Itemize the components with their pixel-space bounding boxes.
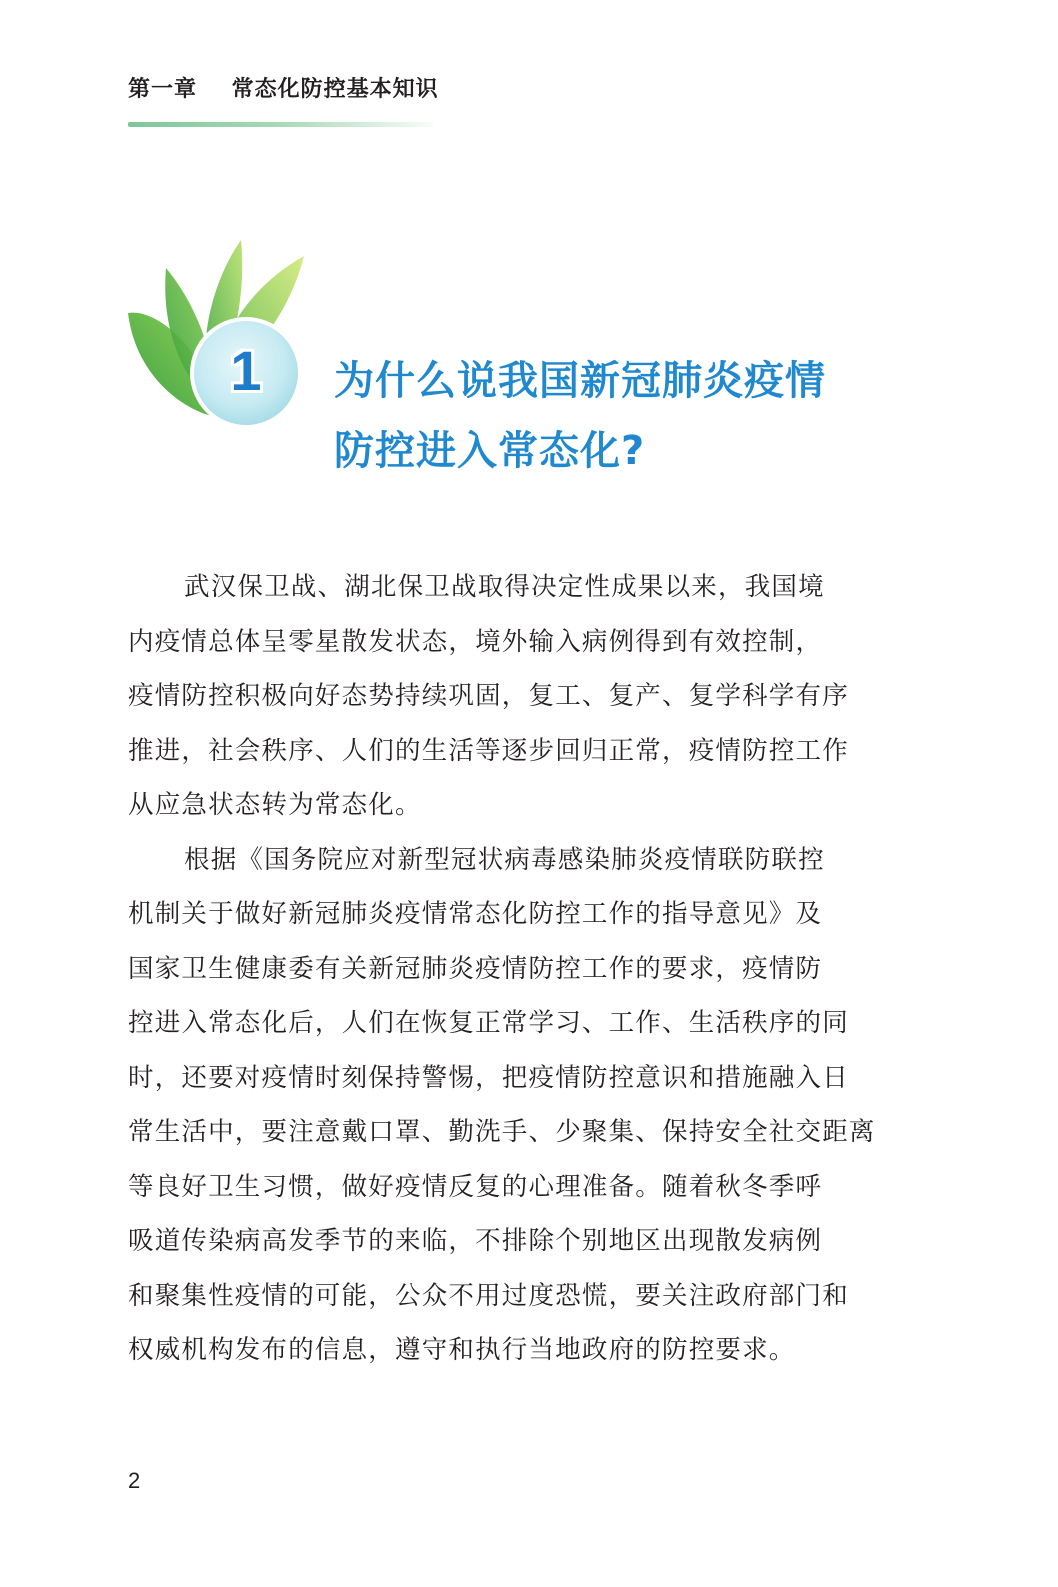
body-line: 疫情防控积极向好态势持续巩固，复工、复产、复学科学有序 xyxy=(128,681,849,711)
chapter-title: 常态化防控基本知识 xyxy=(231,77,439,102)
body-line: 武汉保卫战、湖北保卫战取得决定性成果以来，我国境 xyxy=(184,572,825,602)
section-title xyxy=(334,346,894,486)
paragraph xyxy=(128,833,874,1378)
body-line: 根据《国务院应对新型冠状病毒感染肺炎疫情联防联控 xyxy=(184,844,825,875)
body-line: 吸道传染病高发季节的来临，不排除个别地区出现散发病例 xyxy=(128,1226,823,1256)
section-title-line: 防控进入常态化? xyxy=(334,428,646,474)
body-line: 推进，社会秩序、人们的生活等逐步回归正常，疫情防控工作 xyxy=(128,735,849,766)
body-line: 内疫情总体呈零星散发状态，境外输入病例得到有效控制， xyxy=(128,626,823,657)
body-line: 和聚集性疫情的可能，公众不用过度恐慌，要关注政府部门和 xyxy=(128,1280,849,1311)
section-title-line: 为什么说我国新冠肺炎疫情 xyxy=(334,358,826,404)
section-number-badge xyxy=(126,238,306,428)
page-number: 2 xyxy=(128,1468,141,1493)
body-line: 等良好卫生习惯，做好疫情反复的心理准备。随着秋冬季呼 xyxy=(128,1171,823,1202)
chapter-divider xyxy=(128,122,433,127)
section-number: 1 xyxy=(230,339,262,402)
body-line: 权威机构发布的信息，遵守和执行当地政府的防控要求。 xyxy=(128,1335,796,1365)
leaf-circle-icon xyxy=(126,238,306,428)
body-line: 控进入常态化后，人们在恢复正常学习、工作、生活秩序的同 xyxy=(128,1008,849,1038)
body-line: 国家卫生健康委有关新冠肺炎疫情防控工作的要求，疫情防 xyxy=(128,953,823,984)
chapter-label: 第一章 xyxy=(128,77,198,102)
body-line: 从应急状态转为常态化。 xyxy=(128,790,422,820)
paragraph xyxy=(128,560,874,833)
chapter-header xyxy=(128,72,439,103)
body-text xyxy=(128,560,874,1378)
body-line: 机制关于做好新冠肺炎疫情常态化防控工作的指导意见》及 xyxy=(128,899,823,929)
body-line: 常生活中，要注意戴口罩、勤洗手、少聚集、保持安全社交距离 xyxy=(128,1117,876,1147)
body-line: 时，还要对疫情时刻保持警惕，把疫情防控意识和措施融入日 xyxy=(128,1062,849,1093)
